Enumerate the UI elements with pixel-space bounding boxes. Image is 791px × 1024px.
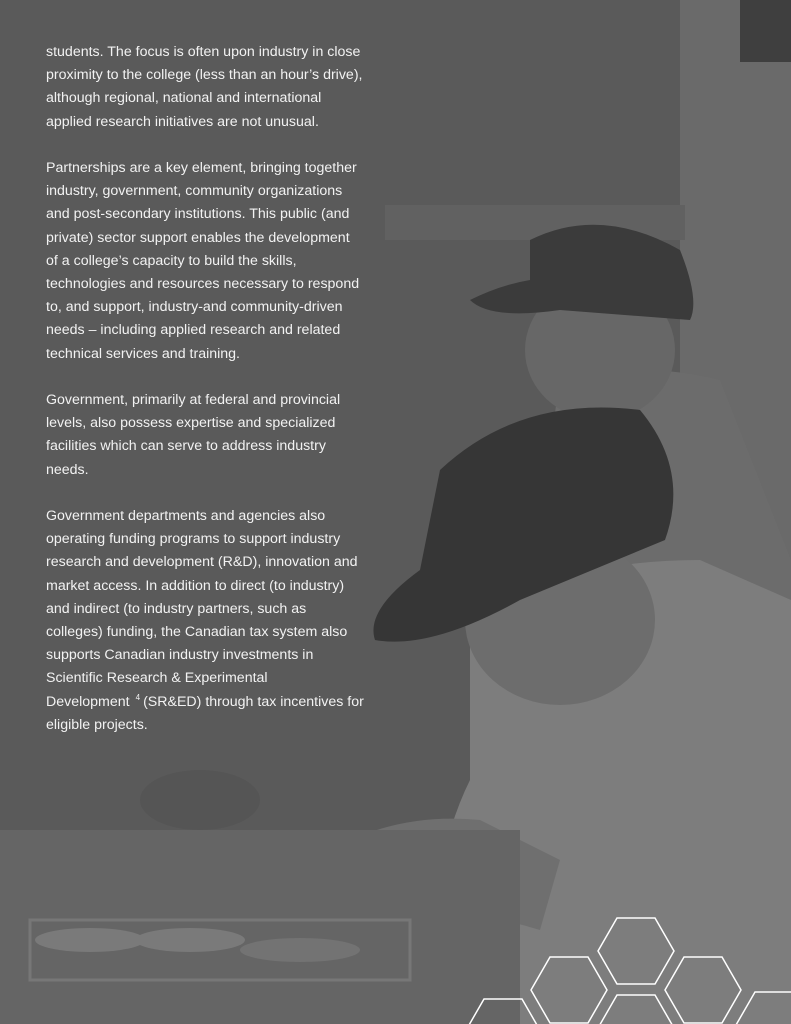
- hexagon-3: [665, 957, 741, 1023]
- hexagon-5: [465, 999, 541, 1024]
- paragraph-3: Government, primarily at federal and provincial levels, also possess expertise and specialized facilities which can serve to address industry needs.: [46, 392, 341, 478]
- paragraph-4-text: Government departments and agencies also operating funding programs to support industry research and development (R&D), innovation and market access. In addition to direct (to industry) and indirect (to industry partners, such as colleges) funding, the Canadian tax system also supports Canadian industry investments in Scientific Research & Experimental Development: [46, 508, 358, 710]
- footnote-reference[interactable]: 4: [135, 692, 141, 702]
- paragraph-4-text-end: (SR&ED) through tax incentives for eligible projects.: [46, 693, 364, 733]
- hexagon-2: [531, 957, 607, 1023]
- paragraph-2: Partnerships are a key element, bringing together industry, government, community organizations and post-secondary institutions. This public (and private) sector support enables the development of a college’s capacity to build the skills, technologies and resources necessary to respond to, and support, industry-and community-driven needs – including applied research and related technical services and training.: [46, 160, 360, 362]
- hexagon-1: [598, 918, 674, 984]
- hexagon-6: [736, 992, 791, 1024]
- hexagon-4: [598, 995, 674, 1024]
- paragraph-1: students. The focus is often upon industry in close proximity to the college (less than an hour’s drive), although regional, national and international applied research initiatives are not unusual.: [46, 44, 363, 130]
